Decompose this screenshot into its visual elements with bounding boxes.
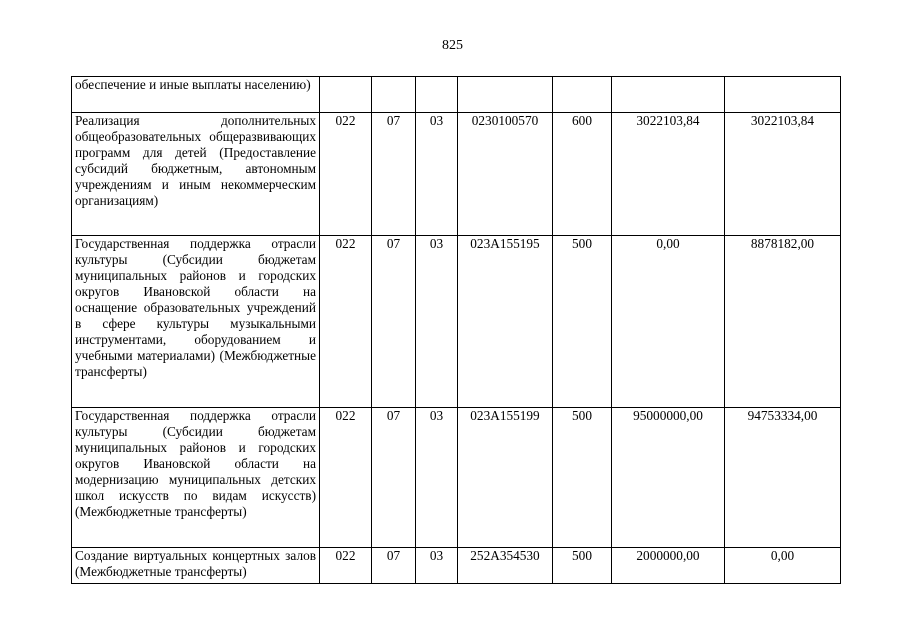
- cell-amount-1: 0,00: [612, 236, 725, 408]
- cell-admin-code: 022: [320, 113, 372, 236]
- cell-amount-2: [725, 77, 841, 113]
- page-number: 825: [442, 38, 463, 53]
- cell-amount-1: 95000000,00: [612, 408, 725, 548]
- cell-amount-2: 94753334,00: [725, 408, 841, 548]
- cell-target-article: 0230100570: [458, 113, 553, 236]
- cell-amount-2: 3022103,84: [725, 113, 841, 236]
- cell-amount-1: [612, 77, 725, 113]
- cell-section: 07: [372, 548, 416, 584]
- table-row: [72, 77, 841, 113]
- row-description: обеспечение и иные выплаты населению): [72, 77, 320, 113]
- budget-table: [71, 76, 841, 584]
- cell-expense-type: 500: [553, 548, 612, 584]
- table-row: [72, 113, 841, 236]
- cell-admin-code: [320, 77, 372, 113]
- cell-amount-1: 3022103,84: [612, 113, 725, 236]
- cell-expense-type: [553, 77, 612, 113]
- table-row: [72, 236, 841, 408]
- cell-section: 07: [372, 236, 416, 408]
- cell-section: [372, 77, 416, 113]
- cell-subsection: 03: [416, 408, 458, 548]
- table-row: [72, 548, 841, 584]
- cell-admin-code: 022: [320, 408, 372, 548]
- row-description: Реализация дополнительных общеобразовательных общеразвивающих программ для детей (Предоставление субсидий бюджетным, автономным учреждениям и иным некоммерческим организациям): [72, 113, 320, 236]
- cell-amount-2: 0,00: [725, 548, 841, 584]
- cell-target-article: 023А155195: [458, 236, 553, 408]
- cell-expense-type: 500: [553, 408, 612, 548]
- cell-amount-1: 2000000,00: [612, 548, 725, 584]
- cell-target-article: 252А354530: [458, 548, 553, 584]
- cell-section: 07: [372, 113, 416, 236]
- row-description: Государственная поддержка отрасли культуры (Субсидии бюджетам муниципальных районов и городских округов Ивановской области на модернизацию муниципальных детских школ искусств по видам искусств) (Межбюджетные трансферты): [72, 408, 320, 548]
- cell-subsection: [416, 77, 458, 113]
- cell-subsection: 03: [416, 548, 458, 584]
- cell-expense-type: 600: [553, 113, 612, 236]
- cell-amount-2: 8878182,00: [725, 236, 841, 408]
- table-row: [72, 408, 841, 548]
- cell-admin-code: 022: [320, 236, 372, 408]
- cell-target-article: [458, 77, 553, 113]
- cell-section: 07: [372, 408, 416, 548]
- cell-subsection: 03: [416, 236, 458, 408]
- cell-admin-code: 022: [320, 548, 372, 584]
- cell-subsection: 03: [416, 113, 458, 236]
- cell-target-article: 023А155199: [458, 408, 553, 548]
- cell-expense-type: 500: [553, 236, 612, 408]
- row-description: Создание виртуальных концертных залов (Межбюджетные трансферты): [72, 548, 320, 584]
- row-description: Государственная поддержка отрасли культуры (Субсидии бюджетам муниципальных районов и городских округов Ивановской области на оснащение образовательных учреждений в сфере культуры музыкальными инструментами, оборудованием и учебными материалами) (Межбюджетные трансферты): [72, 236, 320, 408]
